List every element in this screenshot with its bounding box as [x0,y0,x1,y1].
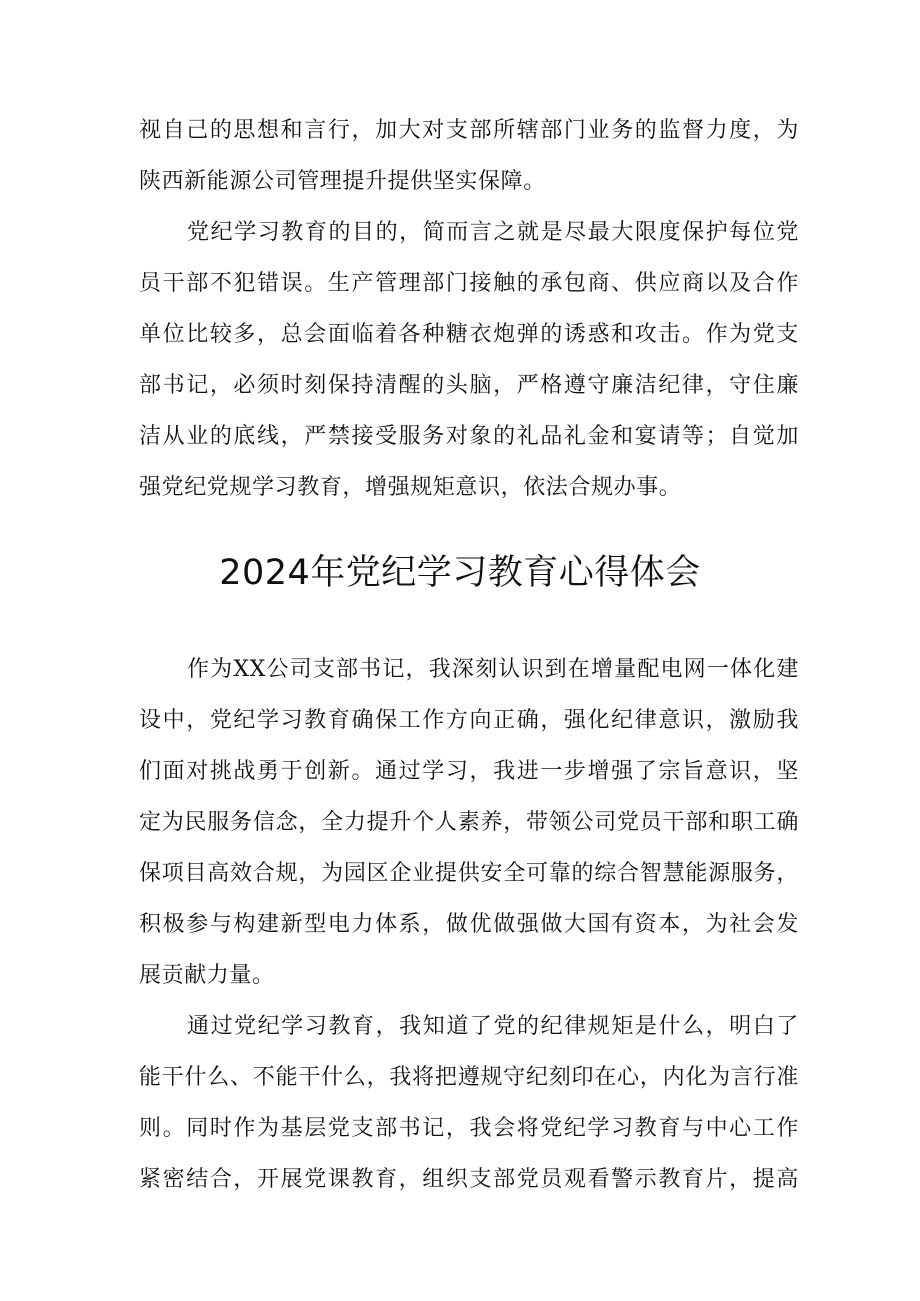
paragraph-line: 则。同时作为基层党支部书记，我会将党纪学习教育与中心工作 [139,1116,799,1141]
paragraph-line: 们面对挑战勇于创新。通过学习，我进一步增强了宗旨意识，坚 [139,759,799,784]
paragraph-line: 单位比较多，总会面临着各种糖衣炮弹的诱惑和攻击。作为党支 [139,322,799,347]
paragraph-line: 陕西新能源公司管理提升提供坚实保障。 [139,169,546,194]
paragraph-line: 部书记，必须时刻保持清醒的头脑，严格遵守廉洁纪律，守住廉 [139,373,799,398]
paragraph-line: 强党纪党规学习教育，增强规矩意识，依法合规办事。 [139,475,682,500]
paragraph-line: 积极参与构建新型电力体系，做优做强做大国有资本，为社会发 [139,912,799,937]
paragraph-line: 保项目高效合规，为园区企业提供安全可靠的综合智慧能源服务， [139,861,799,886]
paragraph-line: 设中，党纪学习教育确保工作方向正确，强化纪律意识，激励我 [139,708,799,733]
paragraph-line: 展贡献力量。 [139,963,275,988]
paragraph-line: 党纪学习教育的目的，简而言之就是尽最大限度保护每位党 [187,220,799,245]
paragraph-line: 洁从业的底线，严禁接受服务对象的礼品礼金和宴请等；自觉加 [139,424,799,449]
paragraph-line: 视自己的思想和言行，加大对支部所辖部门业务的监督力度，为 [139,118,799,143]
document-title: 2024年党纪学习教育心得体会 [219,553,701,593]
paragraph-line: 作为XX公司支部书记，我深刻认识到在增量配电网一体化建 [187,657,799,682]
paragraph-line: 定为民服务信念，全力提升个人素养，带领公司党员干部和职工确 [139,810,799,835]
paragraph-line: 员干部不犯错误。生产管理部门接触的承包商、供应商以及合作 [139,271,799,296]
paragraph-line: 通过党纪学习教育，我知道了党的纪律规矩是什么，明白了 [187,1014,799,1039]
paragraph-line: 能干什么、不能干什么，我将把遵规守纪刻印在心，内化为言行准 [139,1065,799,1090]
paragraph-line: 紧密结合，开展党课教育，组织支部党员观看警示教育片，提高 [139,1167,799,1192]
